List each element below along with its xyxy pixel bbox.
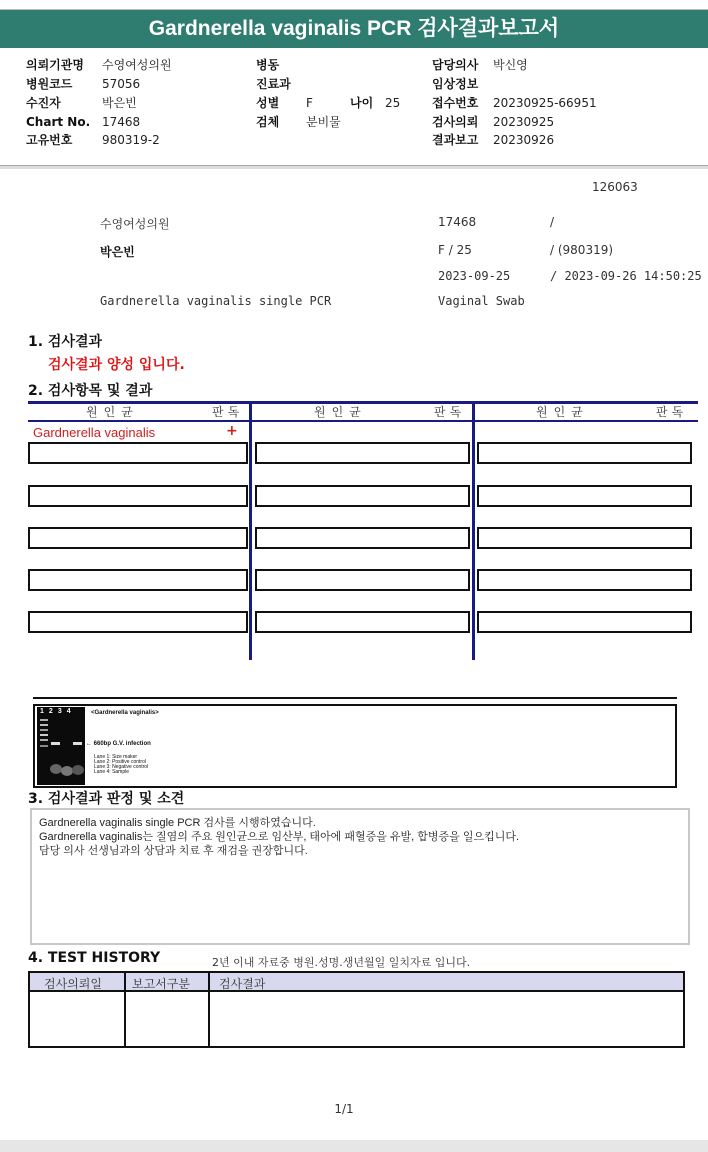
header-value: F [306, 96, 313, 110]
gel-lane-numbers: 1234 [40, 708, 76, 715]
gel-caption: <Gardnerella vaginalis> [91, 710, 159, 716]
top-frame [0, 0, 708, 10]
col-judgement: 판독 [656, 405, 688, 419]
section2-title: 2. 검사항목 및 결과 [28, 383, 153, 399]
reported-datetime: / 2023-09-26 14:50:25 [550, 269, 702, 283]
separator: / [550, 215, 555, 229]
result-box [28, 485, 248, 507]
result-box [477, 527, 692, 549]
section3-title: 3. 검사결과 판정 및 소견 [28, 791, 185, 807]
history-col-result: 검사결과 [219, 977, 266, 991]
test-name: Gardnerella vaginalis single PCR [100, 294, 332, 308]
result-box [255, 485, 470, 507]
history-col-divider [208, 973, 210, 1046]
result-positive-text: 검사결과 양성 입니다. [48, 357, 185, 373]
history-note: 2년 이내 자료중 병원.성명.생년월일 일치자료 입니다. [212, 956, 471, 969]
opinion-line: Gardnerella vaginalis single PCR 검사를 시행하였습니다. [39, 817, 316, 829]
header-col3 [432, 57, 597, 148]
opinion-line: 담당 의사 선생님과의 상담과 치료 후 재검을 권장합니다. [39, 845, 308, 857]
result-box [255, 442, 470, 464]
report-title: Gardnerella vaginalis PCR 검사결과보고서 [0, 10, 708, 48]
header-value: 박신영 [493, 58, 528, 72]
header-label: 담당의사 [432, 58, 479, 72]
result-box [477, 611, 692, 633]
header-value: 20230926 [493, 133, 555, 147]
header-value: 분비물 [306, 115, 341, 129]
result-box [477, 569, 692, 591]
chart-number: 17468 [438, 215, 477, 229]
result-box [28, 569, 248, 591]
header-value: 박은빈 [102, 96, 137, 110]
header-label: 검사의뢰 [432, 115, 479, 129]
report-code: 126063 [592, 180, 638, 194]
history-table-header [30, 973, 683, 992]
specimen-type: Vaginal Swab [438, 294, 525, 308]
organism-result: + [226, 423, 238, 439]
header-label: 검체 [256, 115, 280, 129]
gel-electrophoresis-image [37, 707, 85, 785]
header-divider [0, 165, 708, 169]
gel-legend: Lane 1: Size maker Lane 2: Positive control Lane 3: Negative control Lane 4: Sample [94, 754, 149, 775]
header-label: 결과보고 [432, 133, 479, 147]
result-box [255, 527, 470, 549]
header-value: 17468 [102, 115, 141, 129]
page-number: 1/1 [334, 1102, 354, 1116]
col-organism: 원인균 [314, 405, 367, 419]
result-box [477, 442, 692, 464]
header-label: 수진자 [26, 96, 61, 110]
result-box [477, 485, 692, 507]
header-label: 병동 [256, 58, 280, 72]
header-value: 20230925 [493, 115, 555, 129]
header-value: 20230925-66951 [493, 96, 597, 110]
header-label: 고유번호 [26, 133, 73, 147]
header-label: 의뢰기관명 [26, 58, 84, 72]
result-box [28, 442, 248, 464]
history-table [28, 971, 685, 1048]
opinion-box [30, 808, 690, 945]
age-label: 나이 [350, 96, 374, 110]
col-organism: 원인균 [86, 405, 139, 419]
history-col-report-type: 보고서구분 [132, 977, 190, 991]
header-label: Chart No. [26, 115, 91, 129]
header-value: 980319-2 [102, 133, 160, 147]
received-date: 2023-09-25 [438, 269, 511, 283]
opinion-line: Gardnerella vaginalis는 질염의 주요 원인균으로 임산부, 태아에 패혈증을 유발, 합병증을 일으킵니다. [39, 831, 520, 843]
col-judgement: 판독 [212, 405, 244, 419]
results-table-divider [472, 401, 475, 660]
result-box [255, 569, 470, 591]
col-judgement: 판독 [434, 405, 466, 419]
header-label: 임상정보 [432, 77, 479, 91]
section1-title: 1. 검사결과 [28, 334, 103, 350]
age-value: 25 [385, 96, 401, 110]
clinic-name: 수영여성의원 [100, 217, 170, 231]
col-organism: 원인균 [536, 405, 589, 419]
results-table-header-border [28, 420, 698, 422]
history-col-divider [124, 973, 126, 1046]
patient-name: 박은빈 [100, 245, 135, 259]
history-col-request-date: 검사의뢰일 [44, 977, 102, 991]
gel-top-line [33, 697, 677, 699]
header-label: 병원코드 [26, 77, 73, 91]
header-col2 [256, 57, 400, 130]
footer-bar [0, 1140, 708, 1152]
header-label: 진료과 [256, 77, 291, 91]
results-table-divider [249, 401, 252, 660]
header-label: 성별 [256, 96, 280, 110]
header-value: 57056 [102, 77, 141, 91]
gel-band-label: ← 660bp G.V. infection [86, 741, 151, 747]
sex-age: F / 25 [438, 243, 472, 257]
header-label: 접수번호 [432, 96, 479, 110]
birth-date: / (980319) [550, 243, 614, 257]
header-col1 [26, 57, 172, 148]
result-box [255, 611, 470, 633]
section4-title: 4. TEST HISTORY [28, 950, 161, 966]
header-value: 수영여성의원 [102, 58, 172, 72]
organism-name: Gardnerella vaginalis [33, 425, 156, 440]
result-box [28, 527, 248, 549]
result-box [28, 611, 248, 633]
